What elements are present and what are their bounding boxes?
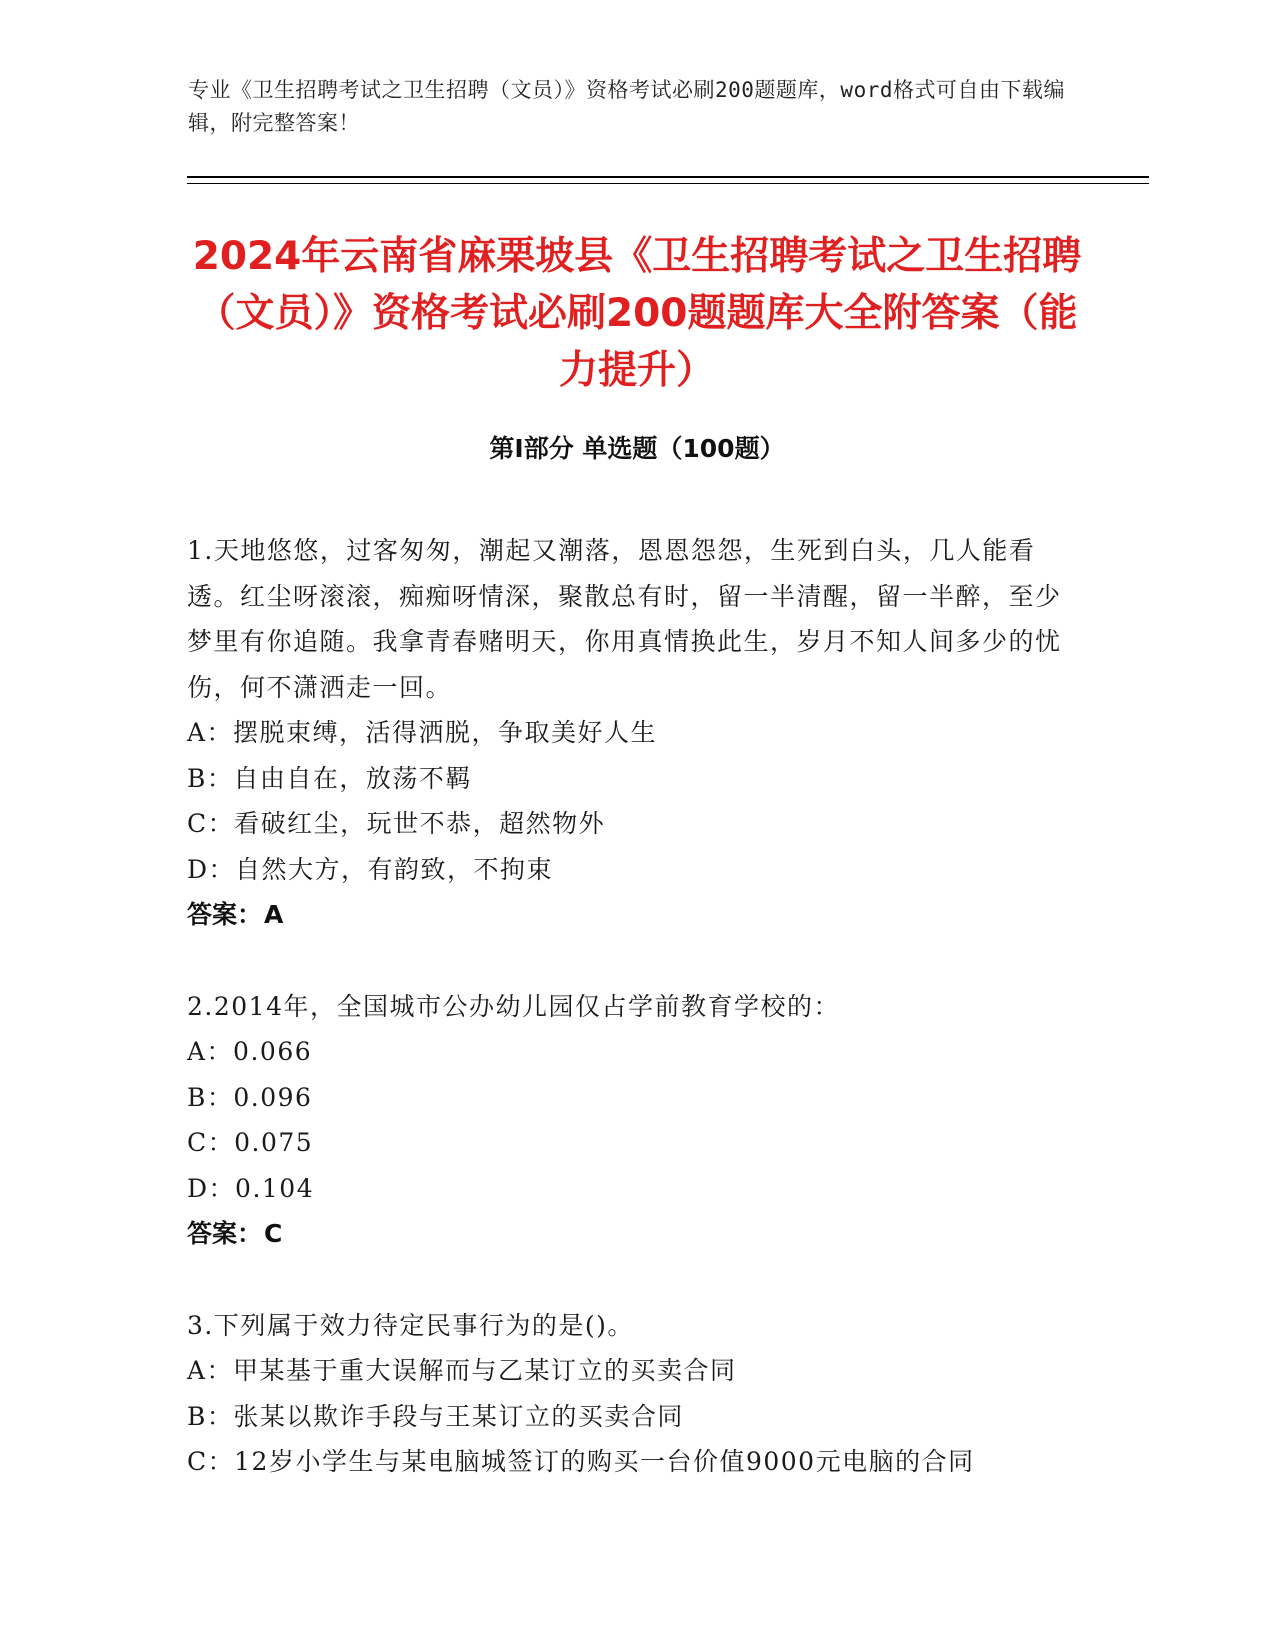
answer-value: A <box>264 900 284 929</box>
question-2 <box>187 984 1087 1257</box>
question-text: 1.天地悠悠，过客匆匆，潮起又潮落，恩恩怨怨，生死到白头，几人能看透。红尘呀滚滚，痴痴呀情深，聚散总有时，留一半清醒，留一半醉，至少梦里有你追随。我拿青春赌明天，你用真情换此生，岁月不知人间多少的忧伤，何不潇洒走一回。 <box>187 536 1062 702</box>
option-a: A：甲某基于重大误解而与乙某订立的买卖合同 <box>187 1356 737 1385</box>
answer-value: C <box>264 1219 283 1248</box>
header-divider-thin <box>187 183 1149 184</box>
question-1 <box>187 528 1087 938</box>
question-text: 3.下列属于效力待定民事行为的是()。 <box>187 1310 634 1340</box>
option-a: A：0.066 <box>187 1037 313 1066</box>
option-c: C：12岁小学生与某电脑城签订的购买一台价值9000元电脑的合同 <box>187 1447 975 1476</box>
section-heading: 第I部分 单选题（100题） <box>489 434 785 463</box>
question-3 <box>187 1303 1087 1485</box>
question-list <box>187 528 1087 1531</box>
option-c: C：看破红尘，玩世不恭，超然物外 <box>187 809 606 838</box>
header-divider-thick <box>187 176 1149 178</box>
option-d: D：自然大方，有韵致，不拘束 <box>187 854 554 884</box>
header-note: 专业《卫生招聘考试之卫生招聘（文员）》资格考试必刷200题题库，word格式可自由下载编辑，附完整答案！ <box>188 78 1065 135</box>
question-text: 2.2014年，全国城市公办幼儿园仅占学前教育学校的： <box>187 991 840 1021</box>
option-b: B：自由自在，放荡不羁 <box>187 763 472 793</box>
answer-line <box>187 892 1087 938</box>
answer-label: 答案： <box>187 900 263 929</box>
answer-label: 答案： <box>187 1219 263 1248</box>
option-b: B：0.096 <box>187 1082 313 1112</box>
option-c: C：0.075 <box>187 1128 314 1157</box>
option-d: D：0.104 <box>187 1173 315 1203</box>
option-b: B：张某以欺诈手段与王某订立的买卖合同 <box>187 1401 684 1431</box>
option-a: A：摆脱束缚，活得洒脱，争取美好人生 <box>187 718 658 747</box>
document-title: 2024年云南省麻栗坡县《卫生招聘考试之卫生招聘（文员）》资格考试必刷200题题库大全附答案（能力提升） <box>192 234 1082 393</box>
answer-line <box>187 1211 1087 1257</box>
